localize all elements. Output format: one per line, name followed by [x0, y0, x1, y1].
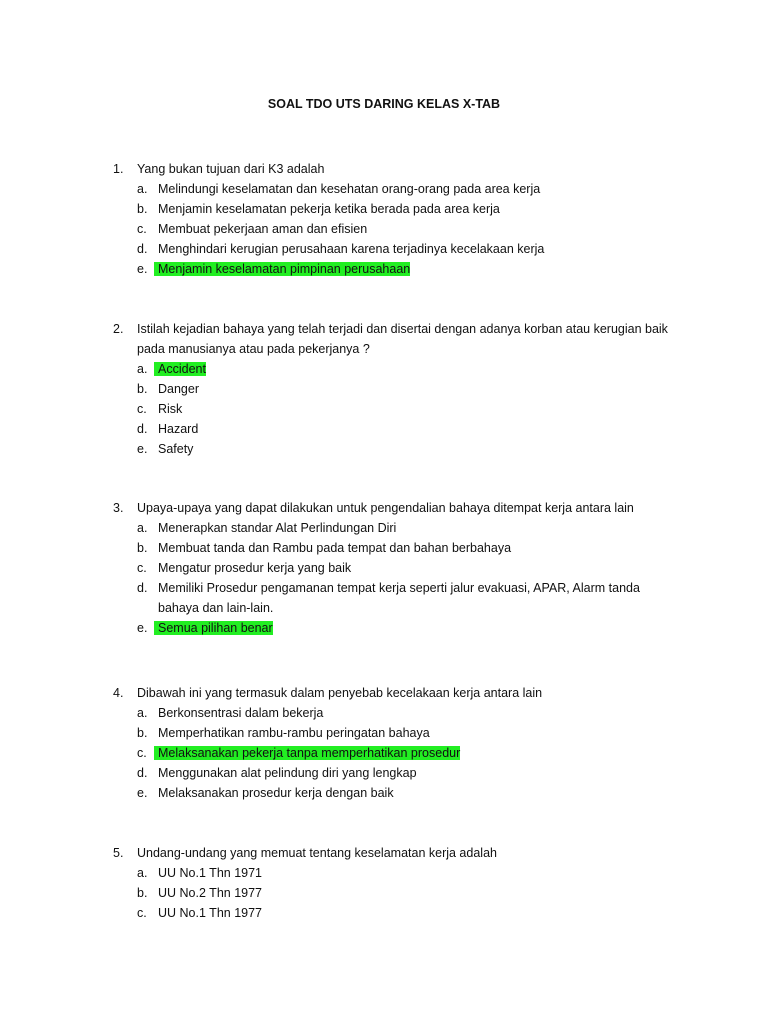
answer-highlight: Semua pilihan benar: [154, 621, 273, 635]
option-e: e. Melaksanakan prosedur kerja dengan baik: [137, 786, 394, 800]
option-b: b. Membuat tanda dan Rambu pada tempat dan bahan berbahaya: [137, 541, 512, 555]
question-text: 3. Upaya-upaya yang dapat dilakukan untuk pengendalian bahaya ditempat kerja antara lain: [0, 498, 768, 518]
option-a: a. UU No.1 Thn 1971: [137, 866, 262, 880]
option-c: c. UU No.1 Thn 1977: [137, 906, 262, 920]
question-number: 2.: [113, 322, 124, 336]
option-d: d. Menghindari kerugian perusahaan karena terjadinya kecelakaan kerja: [137, 242, 545, 256]
option-c: c. Risk: [137, 402, 183, 416]
question-2: [0, 319, 768, 459]
document-title: SOAL TDO UTS DARING KELAS X-TAB: [267, 97, 501, 111]
option-b: b. Memperhatikan rambu-rambu peringatan bahaya: [137, 726, 430, 740]
option-a-answer: a. Accident: [137, 362, 206, 376]
option-c: c. Mengatur prosedur kerja yang baik: [137, 561, 352, 575]
question-text: 4. Dibawah ini yang termasuk dalam penyebab kecelakaan kerja antara lain: [0, 683, 768, 703]
answer-highlight: Accident: [154, 362, 206, 376]
question-number: 4.: [113, 686, 124, 700]
option-a: a. Berkonsentrasi dalam bekerja: [137, 706, 324, 720]
question-4: [0, 683, 768, 803]
question-number: 5.: [113, 846, 124, 860]
answer-highlight: Melaksanakan pekerja tanpa memperhatikan prosedur: [154, 746, 460, 760]
option-d: d. Menggunakan alat pelindung diri yang lengkap: [137, 766, 417, 780]
answer-highlight: Menjamin keselamatan pimpinan perusahaan: [154, 262, 410, 276]
question-5: [0, 843, 768, 923]
option-e-answer: e. Semua pilihan benar: [137, 621, 273, 635]
question-text: 2. Istilah kejadian bahaya yang telah terjadi dan disertai dengan adanya korban atau kerugian baik pada manusianya atau pada pekerjanya ?: [0, 319, 768, 359]
question-number: 3.: [113, 501, 124, 515]
option-d: d. Hazard: [137, 422, 199, 436]
option-c-answer: c. Melaksanakan pekerja tanpa memperhatikan prosedur: [137, 746, 461, 760]
option-b: b. Menjamin keselamatan pekerja ketika berada pada area kerja: [137, 202, 500, 216]
question-text: 1. Yang bukan tujuan dari K3 adalah: [0, 159, 768, 179]
option-e-answer: e. Menjamin keselamatan pimpinan perusahaan: [137, 262, 411, 276]
option-e: e. Safety: [137, 442, 194, 456]
question-3: [0, 498, 768, 638]
option-b: b. UU No.2 Thn 1977: [137, 886, 262, 900]
question-1: [0, 159, 768, 279]
option-d: d. Memiliki Prosedur pengamanan tempat kerja seperti jalur evakuasi, APAR, Alarm tanda bahaya dan lain-lain.: [137, 581, 640, 615]
question-number: 1.: [113, 162, 124, 176]
option-a: a. Menerapkan standar Alat Perlindungan Diri: [137, 521, 397, 535]
option-c: c. Membuat pekerjaan aman dan efisien: [137, 222, 368, 236]
question-text: 5. Undang-undang yang memuat tentang keselamatan kerja adalah: [0, 843, 768, 863]
option-b: b. Danger: [137, 382, 199, 396]
option-a: a. Melindungi keselamatan dan kesehatan orang-orang pada area kerja: [137, 182, 541, 196]
